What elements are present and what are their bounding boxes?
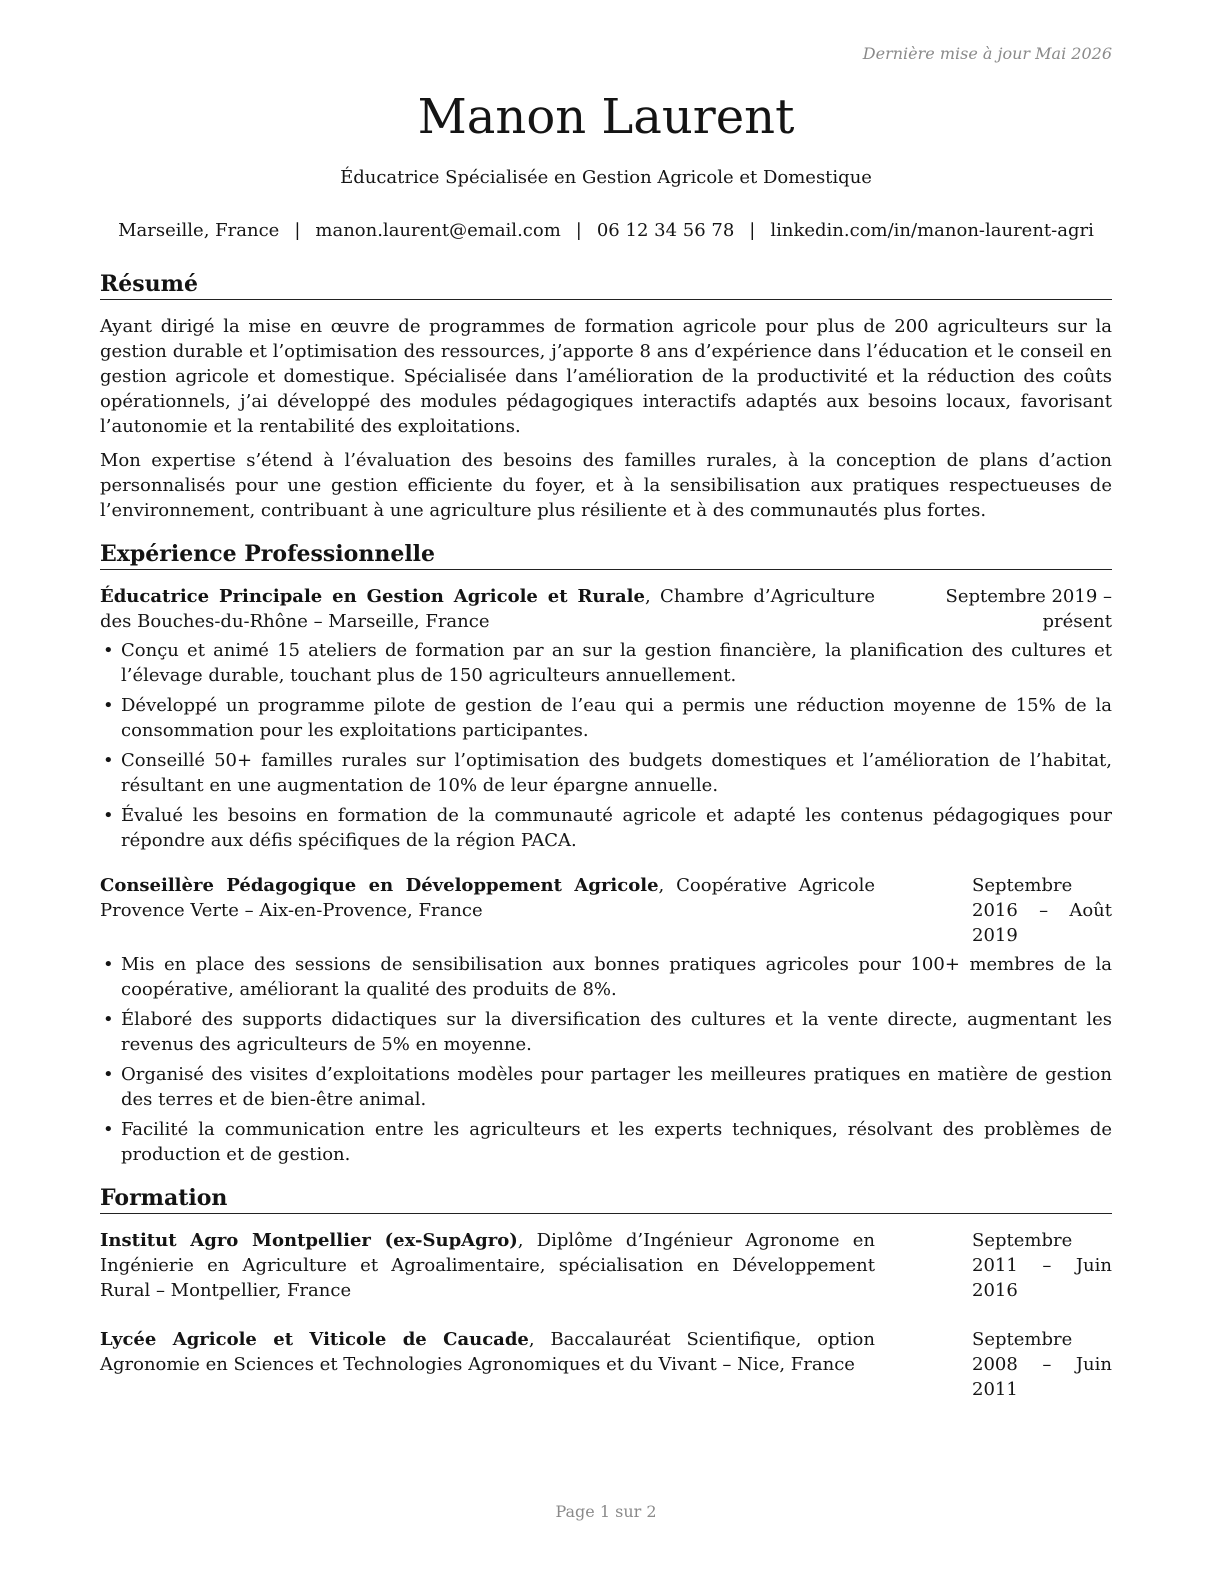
experience-entry-header: [100, 584, 1112, 634]
bullet-text: Mis en place des sessions de sensibilisation aux bonnes pratiques agricoles pour 100+ membres de la coopérative, améliorant la qualité des produits de 8%.: [121, 954, 1112, 1000]
contact-location: Marseille, France: [118, 220, 280, 241]
bullet-dot: •: [103, 750, 114, 771]
contact-separator: |: [749, 220, 756, 241]
experience-section: [100, 540, 1112, 1167]
bullet-item: [100, 1062, 1112, 1112]
experience-role: Éducatrice Principale en Gestion Agricole et Rurale: [100, 586, 645, 607]
bullet-text: Conçu et animé 15 ateliers de formation par an sur la gestion financière, la planification des cultures et l’élevage durable, touchant plus de 150 agriculteurs annuellement.: [121, 640, 1112, 686]
bullet-text: Organisé des visites d’exploitations modèles pour partager les meilleures pratiques en matière de gestion des terres et de bien-être animal.: [121, 1064, 1112, 1110]
bullet-dot: •: [103, 805, 114, 826]
contact-separator: |: [294, 220, 301, 241]
summary-paragraph: Ayant dirigé la mise en œuvre de programmes de formation agricole pour plus de 200 agriculteurs sur la gestion durable et l’optimisation des ressources, j’apporte 8 ans d’expérience dans l’éducation et le conseil en gestion agricole et domestique. Spécialisée dans l’amélioration de la productivité et la réduction des coûts opérationnels, j’ai développé des modules pédagogiques interactifs adaptés aux besoins locaux, favorisant l’autonomie et la rentabilité des exploitations.: [100, 316, 1112, 437]
bullet-dot: •: [103, 1009, 114, 1030]
resume-page: [100, 0, 1112, 1584]
job-title: Éducatrice Spécialisée en Gestion Agricole et Domestique: [340, 167, 872, 188]
section-title-summary: Résumé: [100, 270, 1112, 300]
bullet-item: [100, 1007, 1112, 1057]
education-entry-header: [100, 1228, 1112, 1303]
last-updated: Dernière mise à jour Mai 2026: [862, 44, 1112, 63]
bullet-item: [100, 952, 1112, 1002]
section-title-experience: Expérience Professionnelle: [100, 540, 1112, 570]
bullet-dot: •: [103, 695, 114, 716]
bullet-text: Élaboré des supports didactiques sur la diversification des cultures et la vente directe, augmentant les revenus des agriculteurs de 5% en moyenne.: [121, 1009, 1112, 1055]
education-section: [100, 1184, 1112, 1402]
education-dates: Septembre 2011 – Juin 2016: [972, 1230, 1112, 1301]
education-school: Lycée Agricole et Viticole de Caucade: [100, 1329, 529, 1350]
experience-dates: Septembre 2016 – Août 2019: [972, 875, 1112, 946]
education-entry-title: [100, 1327, 875, 1402]
education-degree: , Diplôme d’Ingénieur Agronome en Ingénierie en Agriculture et Agroalimentaire, spécialisation en Développement Rural – Montpellier, France: [100, 1230, 875, 1301]
bullet-text: Facilité la communication entre les agriculteurs et les experts techniques, résolvant des problèmes de production et de gestion.: [121, 1119, 1112, 1165]
experience-entry-title: [100, 584, 875, 634]
bullet-dot: •: [103, 1119, 114, 1140]
bullet-dot: •: [103, 640, 114, 661]
education-entry: [100, 1228, 1112, 1303]
contact-phone[interactable]: 06 12 34 56 78: [596, 220, 735, 241]
bullet-text: Évalué les besoins en formation de la communauté agricole et adapté les contenus pédagogiques pour répondre aux défis spécifiques de la région PACA.: [121, 805, 1112, 851]
experience-role: Conseillère Pédagogique en Développement Agricole: [100, 875, 659, 896]
experience-entry: [100, 584, 1112, 853]
contact-linkedin[interactable]: linkedin.com/in/manon-laurent-agri: [770, 220, 1094, 241]
experience-entry-title: [100, 873, 875, 948]
bullet-item: [100, 803, 1112, 853]
education-entry: [100, 1327, 1112, 1402]
bullet-dot: •: [103, 954, 114, 975]
bullet-item: [100, 638, 1112, 688]
education-degree: , Baccalauréat Scientifique, option Agronomie en Sciences et Technologies Agronomiques et du Vivant – Nice, France: [100, 1329, 875, 1375]
experience-entry: [100, 873, 1112, 1167]
summary-paragraph: Mon expertise s’étend à l’évaluation des besoins des familles rurales, à la conception de plans d’action personnalisés pour une gestion efficiente du foyer, et à la sensibilisation aux pratiques respectueuses de l’environnement, contribuant à une agriculture plus résiliente et à des communautés plus fortes.: [100, 450, 1112, 521]
education-school: Institut Agro Montpellier (ex-SupAgro): [100, 1230, 518, 1251]
summary-section: [100, 270, 1112, 523]
bullet-text: Conseillé 50+ familles rurales sur l’optimisation des budgets domestiques et l’amélioration de l’habitat, résultant en une augmentation de 10% de leur épargne annuelle.: [121, 750, 1112, 796]
person-name: Manon Laurent: [417, 89, 795, 145]
education-entry-header: [100, 1327, 1112, 1402]
experience-bullets: [100, 638, 1112, 853]
contact-email[interactable]: manon.laurent@email.com: [315, 220, 561, 241]
bullet-item: [100, 748, 1112, 798]
experience-entry-header: [100, 873, 1112, 948]
bullet-text: Développé un programme pilote de gestion de l’eau qui a permis une réduction moyenne de 15% de la consommation pour les exploitations participantes.: [121, 695, 1112, 741]
resume-content: [100, 270, 1112, 1422]
experience-dates: Septembre 2019 – présent: [945, 586, 1112, 632]
section-title-education: Formation: [100, 1184, 1112, 1214]
page-number: Page 1 sur 2: [555, 1502, 657, 1521]
education-entry-title: [100, 1228, 875, 1303]
experience-employer: , Chambre d’Agriculture des Bouches-du-Rhône – Marseille, France: [100, 586, 875, 632]
experience-employer: , Coopérative Agricole Provence Verte – Aix-en-Provence, France: [100, 875, 875, 921]
education-dates: Septembre 2008 – Juin 2011: [972, 1329, 1112, 1400]
bullet-item: [100, 693, 1112, 743]
contact-separator: |: [575, 220, 582, 241]
experience-bullets: [100, 952, 1112, 1167]
bullet-dot: •: [103, 1064, 114, 1085]
contact-line: [100, 219, 1112, 243]
bullet-item: [100, 1117, 1112, 1167]
